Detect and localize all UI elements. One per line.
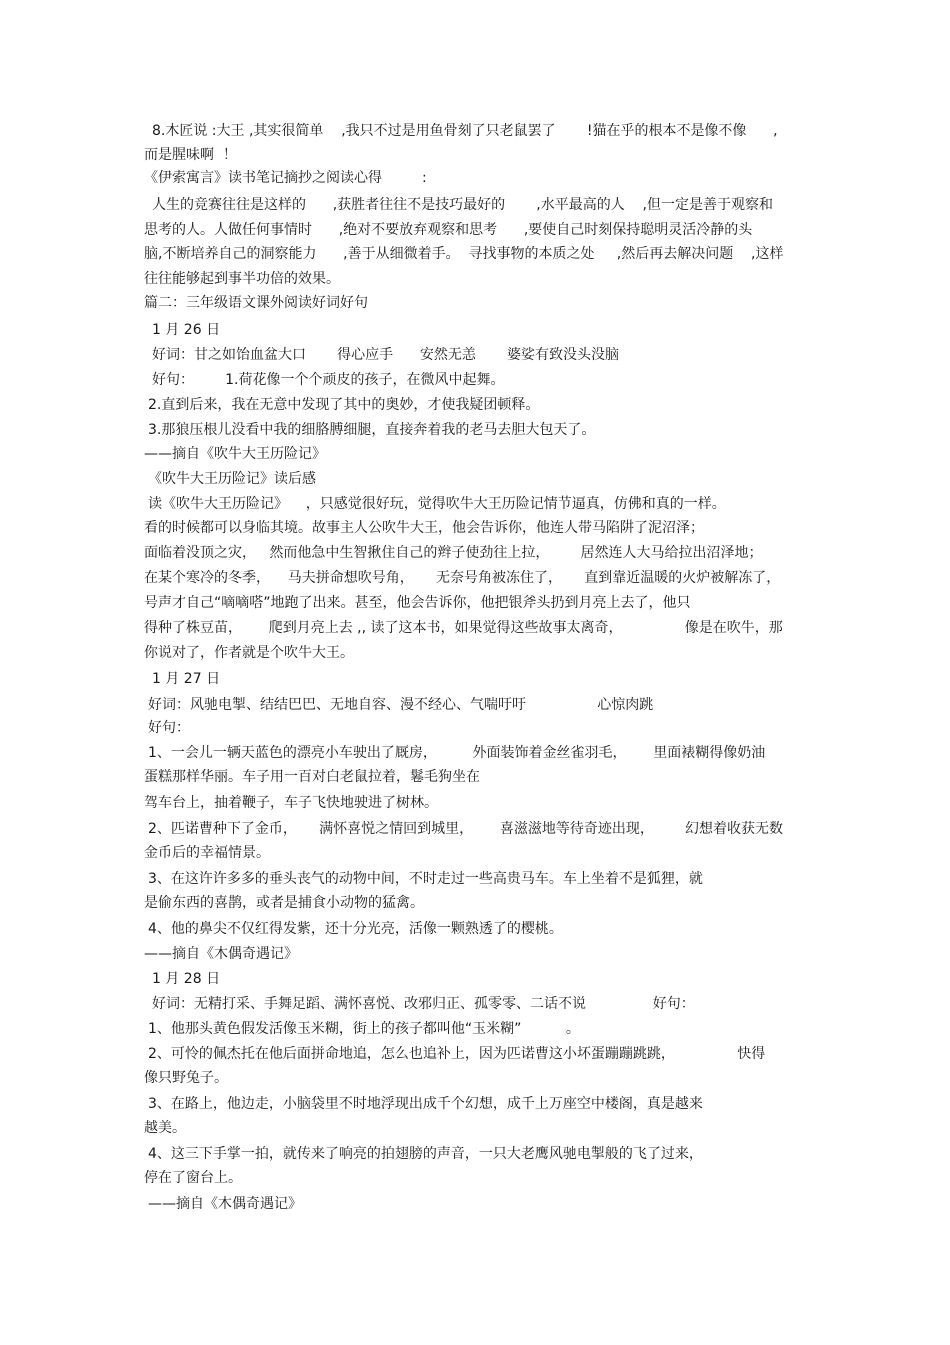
section-heading: 《吹牛大王历险记》读后感 [148,471,316,487]
text-line: 读《吹牛大王历险记》 ，只感觉很好玩，觉得吹牛大王历险记情节逼真，仿佛和真的一样。 [148,496,726,512]
date-line: 1 月 26 日 [152,322,221,338]
text-line: 3.那狼压根儿没看中我的细胳膊细腿，直接奔着我的老马去胆大包天了。 [148,422,596,438]
text-line: 像只野兔子。 [144,1070,228,1086]
text-line: 你说对了，作者就是个吹牛大王。 [144,645,354,661]
text-line: 看的时候都可以身临其境。故事主人公吹牛大王，他会告诉你，他连人带马陷阱了泥沼泽； [144,520,704,536]
text-line: 蛋糕那样华丽。车子用一百对白老鼠拉着，鬈毛狗坐在 [144,769,480,785]
text-line: 好词：风驰电掣、结结巴巴、无地自容、漫不经心、气喘吁吁 心惊肉跳 [148,697,654,713]
text-line: 2、可怜的佩杰托在他后面拼命地追，怎么也追补上，因为匹诺曹这小坏蛋蹦蹦跳跳， 快得 [148,1046,766,1062]
text-line: 越美。 [144,1120,186,1136]
text-line: 8.木匠说 :大王 ,其实很简单 ,我只不过是用鱼骨刻了只老鼠罢了 !猫在乎的根本不是像不像 , [152,123,778,139]
text-line: 面临着没顶之灾， 然而他急中生智揪住自己的辫子使劲往上拉， 居然连人大马给拉出沼泽地； [144,545,763,561]
text-line: 好句： 1.荷花像一个个顽皮的孩子，在微风中起舞。 [152,372,505,388]
text-line: 而是腥味啊 ！ [144,147,237,163]
text-line: 驾车台上，抽着鞭子，车子飞快地驶进了树林。 [144,795,438,811]
source-citation: ——摘自《木偶奇遇记》 [144,946,298,962]
text-line: 脑,不断培养自己的洞察能力 ,善于从细微着手。 寻找事物的本质之处 ,然后再去解决问题 ,这样 [144,246,784,262]
text-line: 人生的竞赛往往是这样的 ,获胜者往往不是技巧最好的 ,水平最高的人 ,但一定是善于观察和 [152,197,774,213]
text-line: 4、他的鼻尖不仅红得发紫，还十分光亮，活像一颗熟透了的樱桃。 [148,921,563,937]
text-line: 往往能够起到事半功倍的效果。 [144,271,340,287]
text-line: 停在了窗台上。 [144,1170,242,1186]
text-line: 好句： [148,720,190,736]
source-citation: ——摘自《吹牛大王历险记》 [144,446,326,462]
text-line: 2、匹诺曹种下了金币， 满怀喜悦之情回到城里， 喜滋滋地等待奇迹出现， 幻想着收获无数 [148,821,784,837]
text-line: 得种了株豆苗， 爬到月亮上去 ,, 读了这本书，如果觉得这些故事太离奇， 像是在吹牛，那 [144,620,783,636]
section-heading: 篇二：三年级语文课外阅读好词好句 [144,295,368,311]
text-line: 号声才自己“嘀嘀嗒”地跑了出来。甚至，他会告诉你，他把银斧头扔到月亮上去了，他只 [144,595,691,611]
text-line: 2.直到后来，我在无意中发现了其中的奥妙，才使我疑团顿释。 [148,397,540,413]
text-line: 1、一会儿一辆天蓝色的漂亮小车驶出了厩房， 外面装饰着金丝雀羽毛， 里面裱糊得像奶油 [148,745,766,761]
section-heading: 《伊索寓言》读书笔记摘抄之阅读心得 : [144,170,427,186]
text-line: 金币后的幸福情景。 [144,845,270,861]
source-citation: ——摘自《木偶奇遇记》 [148,1196,302,1212]
text-line: 1、他那头黄色假发活像玉米糊，街上的孩子都叫他“玉米糊” 。 [148,1021,580,1037]
date-line: 1 月 28 日 [152,971,221,987]
text-line: 3、在路上，他边走，小脑袋里不时地浮现出成千个幻想，成千上万座空中楼阁，真是越来 [148,1096,703,1112]
text-line: 是偷东西的喜鹊，或者是捕食小动物的猛禽。 [144,895,424,911]
text-line: 在某个寒冷的冬季， 马夫拼命想吹号角， 无奈号角被冻住了， 直到靠近温暖的火炉被解冻了， [144,570,781,586]
text-line: 好词：无精打采、手舞足蹈、满怀喜悦、改邪归正、孤零零、二话不说 好句： [152,996,695,1012]
text-line: 4、这三下手掌一拍，就传来了响亮的拍翅膀的声音，一只大老鹰风驰电掣般的飞了过来， [148,1146,703,1162]
text-line: 3、在这许许多多的垂头丧气的动物中间，不时走过一些高贵马车。车上坐着不是狐狸，就 [148,871,703,887]
text-line: 思考的人。人做任何事情时 ,绝对不要放弃观察和思考 ,要使自己时刻保持聪明灵活冷静的头 [144,222,753,238]
date-line: 1 月 27 日 [152,671,221,687]
text-line: 好词：甘之如饴血盆大口 得心应手 安然无恙 婆娑有致没头没脑 [152,347,620,363]
